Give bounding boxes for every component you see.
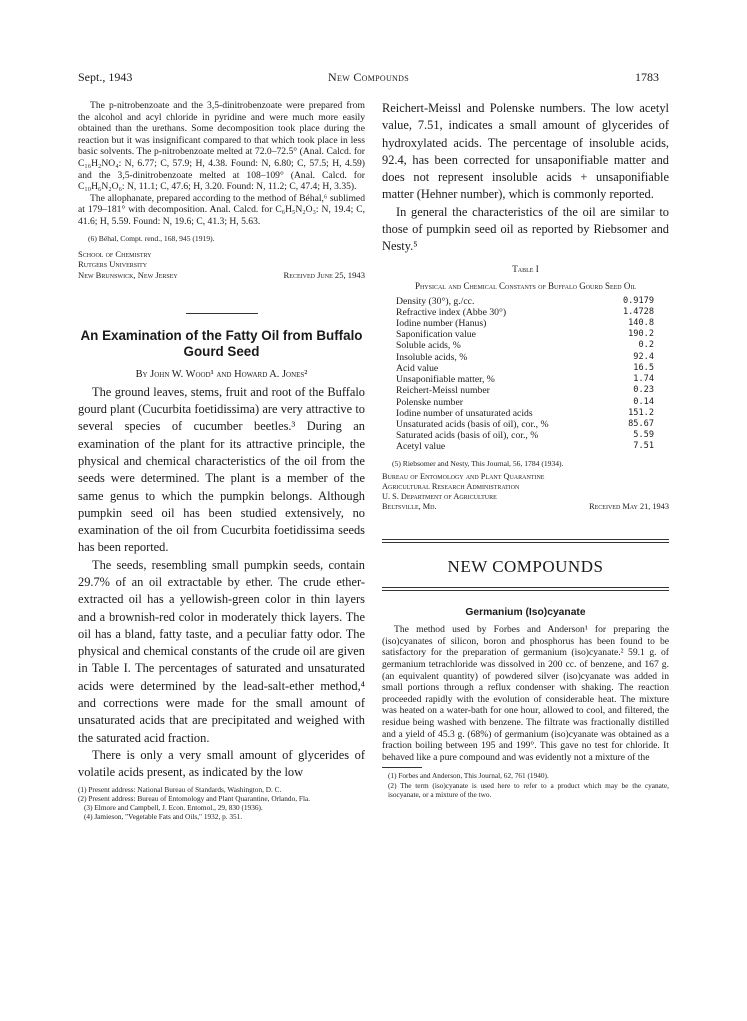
constant-label: Reichert-Meissl number (396, 385, 490, 397)
nitrobenzoate-section (78, 100, 365, 228)
footnote-5: (5) Riebsomer and Nesty, This Journal, 56, 1784 (1934). (392, 458, 564, 468)
footnote-2: (2) The term (iso)cyanate is used here to refer to a product which may be the cyanate, isocyanate, or a mixture of the two. (388, 780, 669, 799)
footnote-2: (2) Present address: Bureau of Entomology and Plant Quarantine, Orlando, Fla. (78, 793, 311, 803)
constant-value: 0.14 (633, 396, 654, 407)
received-date: Received May 21, 1943 (589, 501, 669, 511)
table-row (396, 419, 654, 430)
constant-value: 190.2 (628, 329, 654, 340)
constant-value: 16.5 (633, 362, 654, 373)
constant-label: Iodine number (Hanus) (396, 318, 487, 330)
table-row (396, 318, 654, 329)
header-date: Sept., 1943 (78, 70, 133, 84)
received-date: Received June 25, 1943 (283, 269, 365, 280)
section-rule-top (382, 539, 669, 543)
address-line: U. S. Department of Agriculture (382, 491, 497, 501)
constant-label: Density (30°), g./cc. (396, 295, 475, 307)
address-row (78, 270, 365, 280)
constant-label: Acetyl value (396, 441, 446, 453)
address-line: Beltsville, Md. (382, 501, 437, 511)
header-page-number: 1783 (635, 70, 659, 84)
constant-value: 0.23 (633, 385, 654, 396)
body-paragraph: Reichert-Meissl and Polenske numbers. The low acetyl value, 7.51, indicates a small amount of glycerides of hydroxylated acids. The percentage of insoluble acids, 92.4, has been corrected for unsaponifiable matter and does not represent insoluble acids + unsaponifiable matter (Hehner number), which is commonly reported. (382, 101, 669, 202)
constant-label: Insoluble acids, % (396, 351, 468, 363)
constants-table-body (396, 296, 654, 453)
table-row (396, 430, 654, 441)
footnote-3: (3) Elmore and Campbell, J. Econ. Entomol., 29, 830 (1936). (84, 802, 263, 812)
footnote-6: (6) Béhal, Compt. rend., 168, 945 (1919). (88, 233, 215, 243)
table-row (396, 340, 654, 351)
constant-label: Soluble acids, % (396, 340, 461, 352)
table-row (396, 385, 654, 396)
constant-value: 92.4 (633, 351, 654, 362)
table-caption: Physical and Chemical Constants of Buffalo Gourd Seed Oil (414, 280, 637, 291)
constant-value: 5.59 (633, 430, 654, 441)
constant-label: Saponification value (396, 329, 476, 341)
footnote-1: (1) Forbes and Anderson, This Journal, 62, 761 (1940). (388, 771, 549, 781)
compound-title: Germanium (Iso)cyanate (465, 607, 586, 619)
address-row (382, 502, 669, 512)
constant-value: 140.8 (628, 318, 654, 329)
table-row (396, 397, 654, 408)
section-heading: NEW COMPOUNDS (447, 557, 604, 577)
address-line: Bureau of Entomology and Plant Quarantine (382, 472, 545, 482)
constant-label: Refractive index (Abbe 30°) (396, 306, 507, 318)
table-row (396, 363, 654, 374)
constant-label: Acid value (396, 362, 439, 374)
address-line: Rutgers University (78, 259, 148, 270)
constant-value: 151.2 (628, 407, 654, 418)
body-paragraph: The ground leaves, stems, fruit and root of the Buffalo gourd plant (Cucurbita foetidissima) are very attractive to several species of cucumber beetles.³ During an examination of the plant for its attractive principle, the physical and chemical characteristics of the oil from the seeds were determined. The plant is a member of the same genus to which the pumpkin belongs. Although pumpkin seed oil has been studied extensively, no examination of the oil from Cucurbita foetidissima seeds has been reported. (78, 384, 365, 555)
page-header (78, 70, 659, 86)
address-line: New Brunswick, New Jersey (78, 269, 178, 280)
body-paragraph: The seeds, resembling small pumpkin seeds, contain 29.7% of an oil extractable by ether. The crude ether-extracted oil has a yellowish-green color in thin layers and a brownish-red color in moderately thick layers. The oil has a bland, fatty taste, and a peculiar fatty odor. The physical and chemical constants of the crude oil are given in Table I. The percentages of saturated and unsaturated acids were determined by the lead-salt-ether method,⁴ and corrections were made for the small amount of unsaturated acids that are precipitated and weighed with the saturated acid fraction. (78, 557, 365, 745)
footnote-divider (382, 767, 422, 768)
article-body-continued (382, 100, 669, 256)
body-paragraph: The method used by Forbes and Anderson¹ for preparing the (iso)cyanates of silicon, boron and phosphorus has been found to be satisfactory for the preparation of germanium (iso)cyanate.² 59.1 g. of germanium tetrachloride was dissolved in 200 cc. of benzene, and 167 g. (an equivalent quantity) of powdered silver (iso)cyanate was added in small portions through a reflux condenser with shaking. The reaction proceeded rapidly with the evolution of considerable heat. The mixture was heated on a water-bath for one hour, allowed to cool, and filtered, the residue being washed with benzene. The filtrate was fractionally distilled and a yield of 45.3 g. (68%) of germanium (iso)cyanate was obtained as a fraction boiling between 195 and 199°. This gave no test for chloride. It behaved like a pure compound and was evidently not a mixture of the (382, 624, 669, 763)
constant-label: Iodine number of unsaturated acids (396, 407, 533, 419)
constant-label: Saturated acids (basis of oil), cor., % (396, 430, 539, 442)
constant-value: 1.4728 (622, 306, 654, 317)
table-row (396, 408, 654, 419)
table-row (396, 329, 654, 340)
article-title: An Examination of the Fatty Oil from Buffalo Gourd Seed (80, 327, 363, 359)
constant-value: 0.2 (638, 340, 654, 351)
table-title: Table I (512, 263, 539, 274)
constant-label: Unsaponifiable matter, % (396, 374, 495, 386)
address-line: School of Chemistry (78, 249, 152, 260)
header-journal: New Compounds (328, 70, 409, 84)
article-body (78, 384, 365, 782)
table-row (396, 374, 654, 385)
section-divider (186, 313, 258, 314)
author-address (382, 472, 669, 511)
table-row (396, 296, 654, 307)
constant-value: 7.51 (633, 441, 654, 452)
footnote-1: (1) Present address: National Bureau of Standards, Washington, D. C. (78, 784, 282, 794)
constant-value: 1.74 (633, 374, 654, 385)
constant-label: Polenske number (396, 396, 463, 408)
constant-value: 0.9179 (622, 295, 654, 306)
body-paragraph: In general the characteristics of the oil are similar to those of pumpkin seed oil as reported by Riebsomer and Nesty.⁵ (382, 204, 669, 254)
author-address (78, 249, 365, 280)
compound-body (382, 624, 669, 763)
table-row (396, 352, 654, 363)
address-line: Agricultural Research Administration (382, 481, 520, 491)
constant-label: Unsaturated acids (basis of oil), cor., % (396, 418, 549, 430)
nitrobenzoate-paragraph: The p-nitrobenzoate and the 3,5-dinitrobenzoate were prepared from the alcohol and acyl chloride in pyridine and were much more easily obtained than the urethans. Some decomposition took place during the reaction but it was insignificant compared to that which took place in less basic solvents. The p-nitrobenzoate melted at 72.0–72.5° (Anal. Calcd. for C₁₆H₂NO₄: N, 6.77; C, 57.9; H, 4.38. Found: N, 6.80; C, 57.5; H, 4.59) and the 3,5-dinitrobenzoate melted at 108–109° (Anal. Calcd. for C₁₀H₆N₂O₆: N, 11.1; C, 47.6; H, 3.20. Found: N, 11.2; C, 47.4; H, 3.35). (78, 100, 365, 193)
article-byline: By John W. Wood¹ and Howard A. Jones² (135, 368, 308, 380)
constants-table (396, 296, 654, 453)
body-paragraph: There is only a very small amount of glycerides of volatile acids present, as indicated by the low (78, 747, 365, 780)
table-row (396, 307, 654, 318)
section-rule-bottom (382, 587, 669, 591)
table-row (396, 441, 654, 452)
allophanate-paragraph: The allophanate, prepared according to the method of Béhal,⁶ sublimed at 179–181° with decomposition. Anal. Calcd. for C₆H₅N₂O₃: N, 19.4; C, 41.6; H, 5.59. Found: N, 19.6; C, 41.3; H, 5.63. (78, 192, 365, 227)
constant-value: 85.67 (628, 418, 654, 429)
left-column (78, 100, 365, 821)
footnote-4: (4) Jamieson, "Vegetable Fats and Oils," 1932, p. 351. (84, 812, 243, 822)
right-column (382, 100, 669, 799)
